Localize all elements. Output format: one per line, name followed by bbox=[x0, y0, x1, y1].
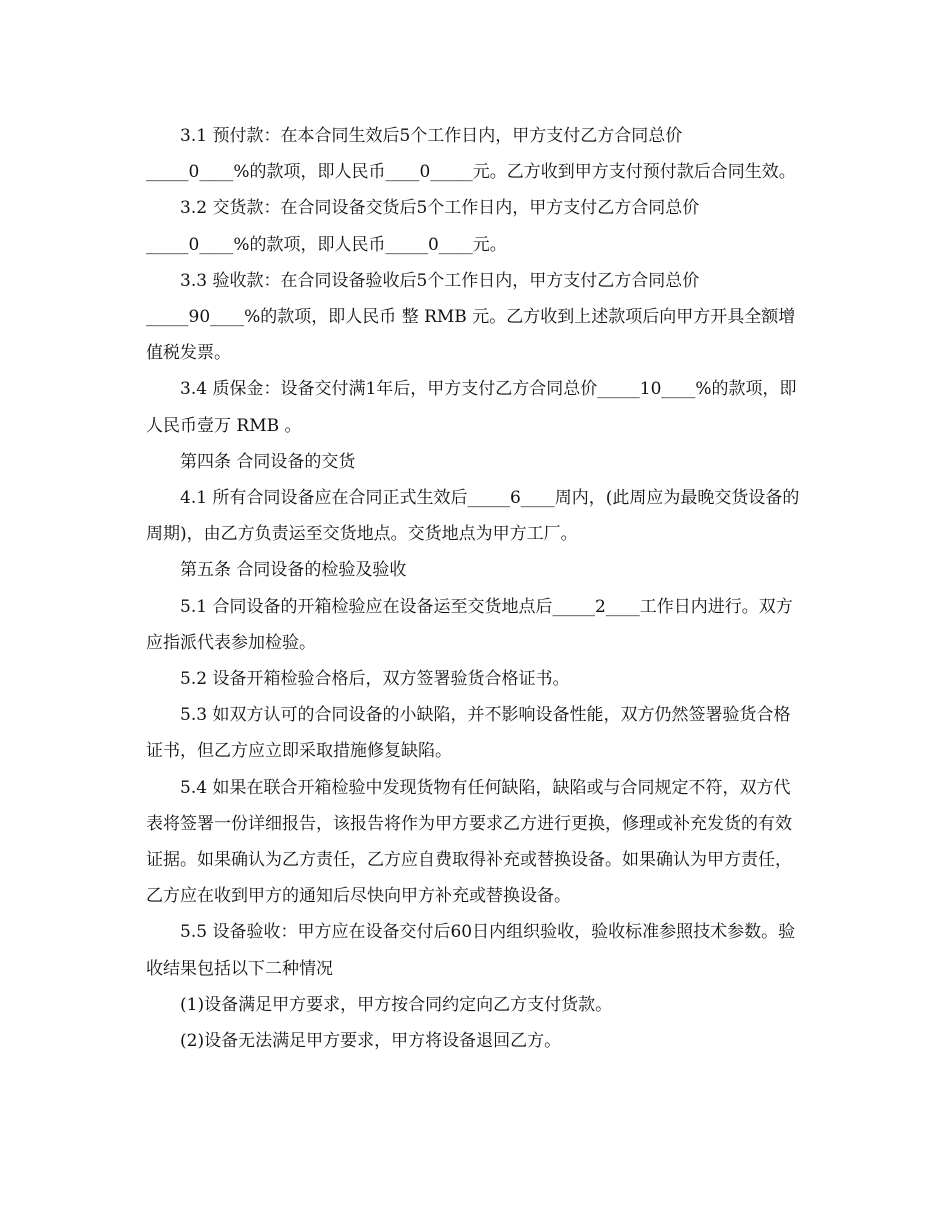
clause-5-3: 5.3 如双方认可的合同设备的小缺陷，并不影响设备性能，双方仍然签署验货合格证书，但乙方应立即采取措施修复缺陷。 bbox=[146, 705, 791, 762]
clause-5-1: 5.1 合同设备的开箱检验应在设备运至交货地点后_____2____工作日内进行。双方应指派代表参加检验。 bbox=[146, 596, 793, 653]
article-5-heading: 第五条 合同设备的检验及验收 bbox=[180, 560, 407, 581]
clause-5-5-option-1: (1)设备满足甲方要求，甲方按合同约定向乙方支付货款。 bbox=[180, 994, 613, 1015]
clause-5-5-option-2: (2)设备无法满足甲方要求，甲方将设备退回乙方。 bbox=[180, 1031, 562, 1052]
document-body bbox=[146, 118, 806, 1059]
clause-5-2: 5.2 设备开箱检验合格后，双方签署验货合格证书。 bbox=[180, 669, 570, 690]
article-4-heading: 第四条 合同设备的交货 bbox=[180, 451, 356, 472]
clause-5-4: 5.4 如果在联合开箱检验中发现货物有任何缺陷，缺陷或与合同规定不符，双方代表将签署一份详细报告，该报告将作为甲方要求乙方进行更换，修理或补充发货的有效证据。如果确认为乙方责任，乙方应自费取得补充或替换设备。如果确认为甲方责任，乙方应在收到甲方的通知后尽快向甲方补充或替换设备。 bbox=[146, 777, 792, 907]
clause-5-5: 5.5 设备验收：甲方应在设备交付后60日内组织验收，验收标准参照技术参数。验收结果包括以下二种情况 bbox=[146, 922, 796, 979]
clause-3-2: 3.2 交货款：在合同设备交货后5个工作日内，甲方支付乙方合同总价 _____0____%的款项，即人民币_____0____元。 bbox=[146, 198, 700, 255]
clause-4-1: 4.1 所有合同设备应在合同正式生效后_____6____周内，(此周应为最晚交货设备的周期)，由乙方负责运至交货地点。交货地点为甲方工厂。 bbox=[146, 488, 800, 545]
clause-3-3: 3.3 验收款：在合同设备验收后5个工作日内，甲方支付乙方合同总价 _____90____%的款项，即人民币 整 RMB 元。乙方收到上述款项后向甲方开具全额增值税发票。 bbox=[146, 270, 796, 364]
clause-3-1: 3.1 预付款：在本合同生效后5个工作日内，甲方支付乙方合同总价 _____0____%的款项，即人民币____0_____元。乙方收到甲方支付预付款后合同生效。 bbox=[146, 126, 796, 183]
clause-3-4: 3.4 质保金：设备交付满1年后，甲方支付乙方合同总价_____10____%的款项，即人民币壹万 RMB 。 bbox=[146, 379, 797, 436]
